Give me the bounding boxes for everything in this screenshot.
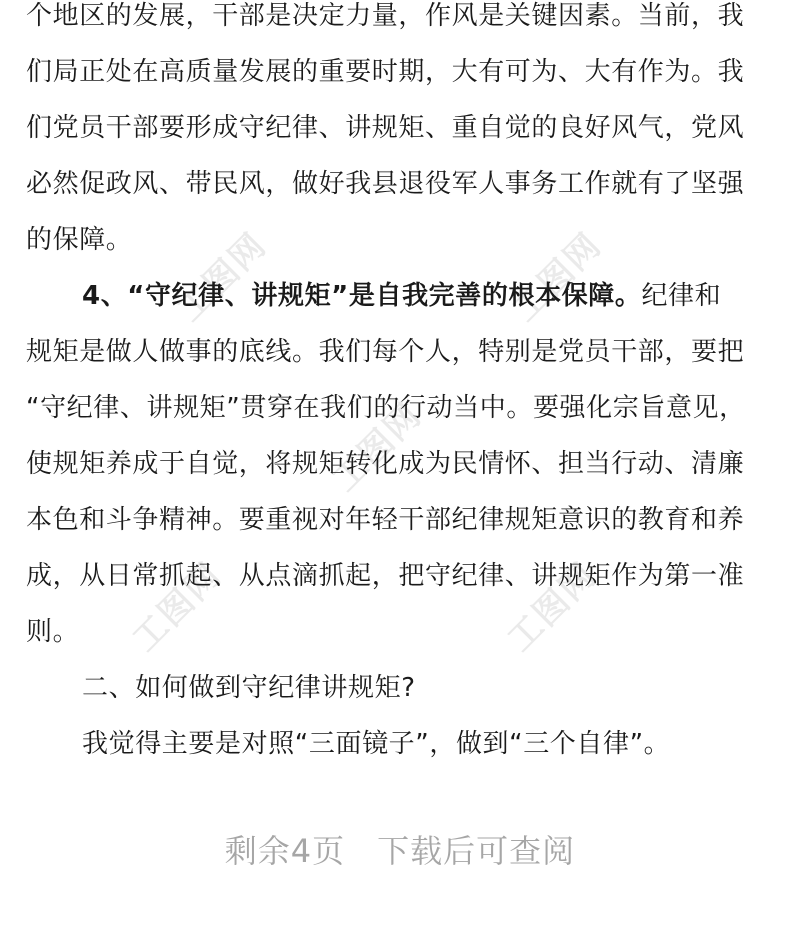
watermark: 工图网 xyxy=(504,224,610,330)
text-line: “守纪律、讲规矩”贯穿在我们的行动当中。要强化宗旨意见， xyxy=(26,393,746,423)
download-prompt[interactable] xyxy=(0,826,800,872)
watermark: 工图网 xyxy=(124,554,230,660)
text-line: 们局正处在高质量发展的重要时期，大有可为、大有作为。我 xyxy=(26,57,745,87)
watermark: 工图网 xyxy=(499,554,605,660)
body-paragraph xyxy=(26,268,778,660)
text-line: 成，从日常抓起、从点滴抓起，把守纪律、讲规矩作为第一准 xyxy=(26,561,745,591)
body-paragraph xyxy=(26,0,778,268)
text-line: 个地区的发展，干部是决定力量，作风是关键因素。当前，我 xyxy=(26,1,745,31)
watermark: 工图网 xyxy=(169,224,275,330)
bold-lead-sentence: 4、“守纪律、讲规矩”是自我完善的根本保障。 xyxy=(82,281,642,311)
remaining-pages-label: 剩余4页 xyxy=(224,832,346,870)
download-to-view-label: 下载后可查阅 xyxy=(377,832,576,870)
text-line: 们党员干部要形成守纪律、讲规矩、重自觉的良好风气，党风 xyxy=(26,113,745,143)
text-line: 的保障。 xyxy=(26,225,133,255)
watermark: 工图网 xyxy=(324,394,430,500)
text-line xyxy=(26,268,778,324)
text-line: 规矩是做人做事的底线。我们每个人，特别是党员干部，要把 xyxy=(26,337,745,367)
text-line: 二、如何做到守纪律讲规矩? xyxy=(82,673,416,703)
text-run: 纪律和 xyxy=(641,281,722,311)
section-heading xyxy=(26,660,778,716)
text-line: 我觉得主要是对照“三面镜子”，做到“三个自律”。 xyxy=(82,729,671,759)
text-line: 则。 xyxy=(26,617,80,647)
text-line: 本色和斗争精神。要重视对年轻干部纪律规矩意识的教育和养 xyxy=(26,505,745,535)
body-paragraph xyxy=(26,716,778,772)
text-line: 必然促政风、带民风，做好我县退役军人事务工作就有了坚强 xyxy=(26,169,745,199)
text-line: 使规矩养成于自觉，将规矩转化成为民情怀、担当行动、清廉 xyxy=(26,449,745,479)
